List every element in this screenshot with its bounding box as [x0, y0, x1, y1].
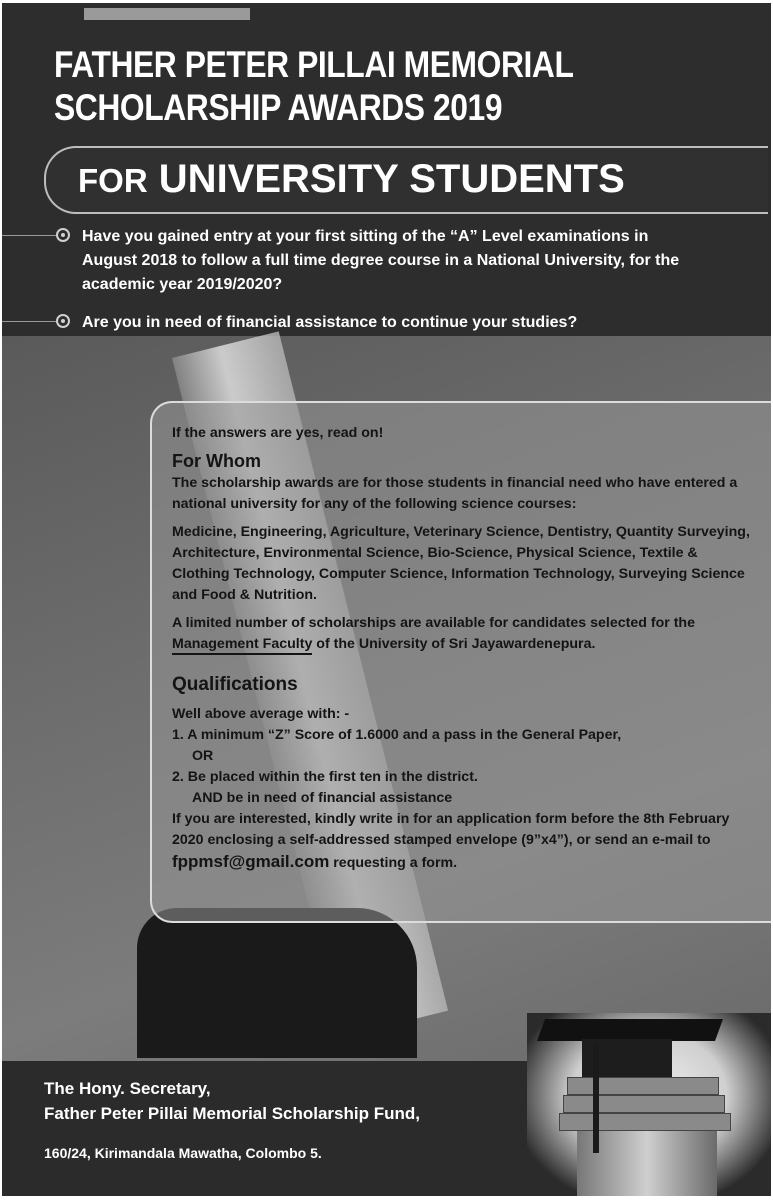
mortarboard-shape	[537, 1019, 723, 1041]
address: 160/24, Kirimandala Mawatha, Colombo 5.	[44, 1145, 322, 1161]
book-shape	[563, 1095, 725, 1113]
management-pre: A limited number of scholarships are available for candidates selected for the	[172, 615, 695, 631]
page-title	[54, 43, 573, 129]
qualification-and: AND be in need of financial assistance	[192, 790, 453, 806]
qualification-2: 2. Be placed within the first ten in the district.	[172, 769, 478, 785]
secretary-block	[44, 1076, 420, 1126]
title-line-1: FATHER PETER PILLAI MEMORIAL	[54, 44, 574, 85]
for-whom-text: The scholarship awards are for those students in financial need who have entered a national university for any of the following science courses:	[172, 475, 738, 512]
title-line-2: SCHOLARSHIP AWARDS 2019	[54, 87, 503, 128]
book-shape	[559, 1113, 731, 1131]
management-note	[172, 613, 757, 655]
qualification-or: OR	[192, 748, 214, 764]
bullet-line-2	[2, 321, 58, 322]
tassel-shape	[593, 1043, 599, 1153]
question-2: Are you in need of financial assistance to continue your studies?	[82, 314, 578, 331]
question-1: Have you gained entry at your first sitting of the “A” Level examinations in August 2018 to follow a full time degree course in a National University, for the academic year 2019/2020?	[82, 228, 680, 293]
contact-email: fppmsf@gmail.com	[172, 852, 330, 871]
subtitle	[78, 156, 625, 204]
qualification-1: 1. A minimum “Z” Score of 1.6000 and a pass in the General Paper,	[172, 727, 622, 743]
apply-tail: requesting a form.	[333, 855, 458, 871]
info-content	[172, 423, 757, 874]
graduation-cap-image	[527, 1013, 771, 1196]
qualifications-intro: Well above average with: -	[172, 706, 350, 722]
poster	[2, 3, 771, 1196]
management-faculty: Management Faculty	[172, 636, 312, 655]
bullet-icon	[56, 228, 70, 242]
apply-line	[172, 851, 757, 874]
bullet-line-1	[2, 235, 58, 236]
management-post: of the University of Sri Jayawardenepura.	[316, 636, 596, 652]
bullet-icon	[56, 314, 70, 328]
intro-text: If the answers are yes, read on!	[172, 425, 384, 441]
subtitle-for: FOR	[78, 162, 148, 199]
for-whom-heading: For Whom	[172, 451, 261, 471]
book-shape	[567, 1077, 719, 1095]
apply-text: If you are interested, kindly write in for an application form before the 8th February 2020 enclosing a self-addressed stamped envelope (9”x4”), or send an e-mail to	[172, 811, 730, 848]
top-accent-bar	[84, 8, 250, 20]
secretary-line-2: Father Peter Pillai Memorial Scholarship Fund,	[44, 1104, 420, 1123]
secretary-line-1: The Hony. Secretary,	[44, 1079, 211, 1098]
gown-sleeve-image	[137, 908, 417, 1058]
qualifications-heading: Qualifications	[172, 674, 298, 695]
courses-list: Medicine, Engineering, Agriculture, Veterinary Science, Dentistry, Quantity Surveying, Architecture, Environmental Science, Bio-Science, Physical Science, Textile & Clothing Technology, Computer Science, Information Technology, Surveying Science and Food & Nutrition.	[172, 524, 750, 603]
subtitle-main: UNIVERSITY STUDENTS	[158, 157, 625, 201]
